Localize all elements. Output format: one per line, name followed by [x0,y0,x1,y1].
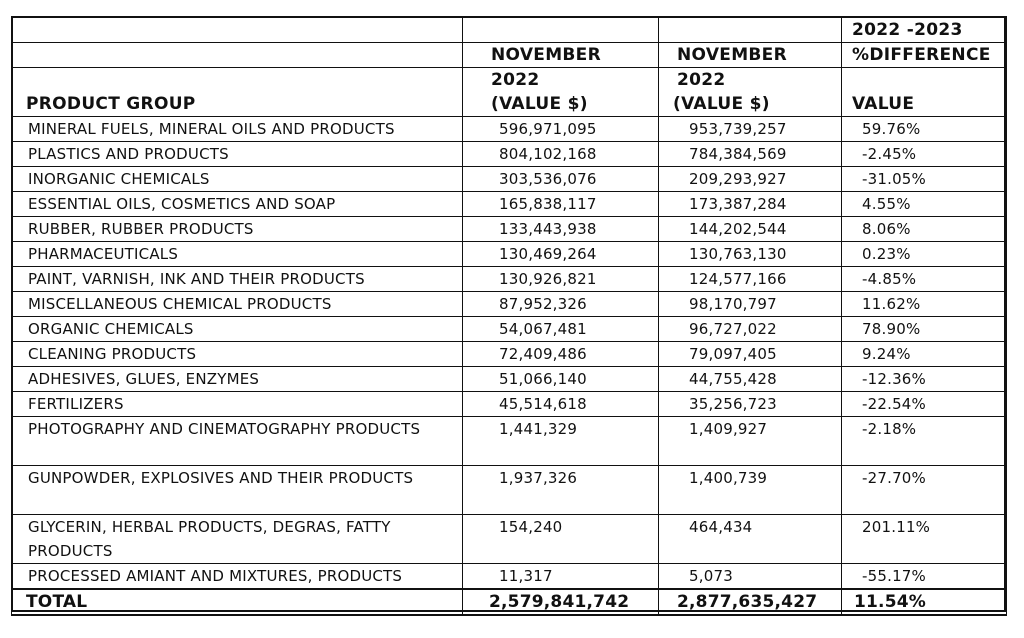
total-2022: 2,579,841,742 [463,589,659,615]
header-empty [463,17,659,43]
product-group-cell: PAINT, VARNISH, INK AND THEIR PRODUCTS [12,267,463,292]
header-empty [12,17,463,43]
product-group-cell: ESSENTIAL OILS, COSMETICS AND SOAP [12,192,463,217]
table-row [12,317,1007,342]
table-row [12,192,1007,217]
pct-difference-cell: -12.36% [842,367,1007,392]
trade-table [11,16,1007,616]
product-group-cell: RUBBER, RUBBER PRODUCTS [12,217,463,242]
value-2022-cell: 72,409,486 [463,342,659,367]
pct-difference-cell: 4.55% [842,192,1007,217]
header-empty [12,68,463,93]
table-row [12,367,1007,392]
product-group-cell: GUNPOWDER, EXPLOSIVES AND THEIR PRODUCTS [12,466,463,515]
header-empty [842,68,1007,93]
product-group-cell: CLEANING PRODUCTS [12,342,463,367]
pct-difference-cell: -2.18% [842,417,1007,466]
value-2023-cell: 5,073 [659,564,842,590]
pct-difference-cell: -27.70% [842,466,1007,515]
value-2022-cell: 130,926,821 [463,267,659,292]
table-row [12,217,1007,242]
pct-difference-cell: 59.76% [842,117,1007,142]
total-pct-difference: 11.54% [842,589,1007,615]
header-year-col3: 2022 [659,68,842,93]
header-month-2023: NOVEMBER [659,43,842,68]
table-row [12,267,1007,292]
value-2022-cell: 130,469,264 [463,242,659,267]
product-group-cell: ADHESIVES, GLUES, ENZYMES [12,367,463,392]
table-row [12,292,1007,317]
value-2023-cell: 35,256,723 [659,392,842,417]
header-empty [659,17,842,43]
header-product-group: PRODUCT GROUP [12,92,463,117]
value-2022-cell: 87,952,326 [463,292,659,317]
pct-difference-cell: 78.90% [842,317,1007,342]
value-2023-cell: 130,763,130 [659,242,842,267]
value-2023-cell: 124,577,166 [659,267,842,292]
value-2022-cell: 804,102,168 [463,142,659,167]
header-month-2022: NOVEMBER [463,43,659,68]
header-row-4 [12,92,1007,117]
value-2023-cell: 784,384,569 [659,142,842,167]
table-row [12,342,1007,367]
total-label: TOTAL [12,589,463,615]
value-2023-cell: 953,739,257 [659,117,842,142]
value-2022-cell: 54,067,481 [463,317,659,342]
product-group-cell: INORGANIC CHEMICALS [12,167,463,192]
total-row [12,589,1007,615]
value-2023-cell: 44,755,428 [659,367,842,392]
pct-difference-cell: -2.45% [842,142,1007,167]
product-group-cell: MINERAL FUELS, MINERAL OILS AND PRODUCTS [12,117,463,142]
pct-difference-cell: -4.85% [842,267,1007,292]
header-value-col2: (VALUE $) [463,92,659,117]
pct-difference-cell: -55.17% [842,564,1007,590]
header-period: 2022 -2023 [842,17,1007,43]
table-row [12,142,1007,167]
product-group-cell: PLASTICS AND PRODUCTS [12,142,463,167]
product-group-cell: PHOTOGRAPHY AND CINEMATOGRAPHY PRODUCTS [12,417,463,466]
value-2023-cell: 1,400,739 [659,466,842,515]
pct-difference-cell: 9.24% [842,342,1007,367]
value-2023-cell: 464,434 [659,515,842,564]
table-row [12,167,1007,192]
pct-difference-cell: 8.06% [842,217,1007,242]
pct-difference-cell: 11.62% [842,292,1007,317]
header-row-1 [12,17,1007,43]
header-row-2 [12,43,1007,68]
value-2023-cell: 1,409,927 [659,417,842,466]
table-row [12,515,1007,564]
header-year-col2: 2022 [463,68,659,93]
table-row [12,242,1007,267]
pct-difference-cell: -31.05% [842,167,1007,192]
product-group-cell: MISCELLANEOUS CHEMICAL PRODUCTS [12,292,463,317]
value-2022-cell: 165,838,117 [463,192,659,217]
value-2023-cell: 79,097,405 [659,342,842,367]
value-2023-cell: 98,170,797 [659,292,842,317]
table-row [12,417,1007,466]
header-value-col4: VALUE [842,92,1007,117]
value-2022-cell: 11,317 [463,564,659,590]
value-2022-cell: 1,441,329 [463,417,659,466]
value-2023-cell: 209,293,927 [659,167,842,192]
product-group-cell: PHARMACEUTICALS [12,242,463,267]
value-2022-cell: 51,066,140 [463,367,659,392]
product-group-cell: ORGANIC CHEMICALS [12,317,463,342]
value-2022-cell: 596,971,095 [463,117,659,142]
pct-difference-cell: 0.23% [842,242,1007,267]
table-row [12,466,1007,515]
table-row [12,117,1007,142]
header-empty [12,43,463,68]
value-2022-cell: 45,514,618 [463,392,659,417]
pct-difference-cell: 201.11% [842,515,1007,564]
product-group-cell: FERTILIZERS [12,392,463,417]
total-2023: 2,877,635,427 [659,589,842,615]
table-row [12,564,1007,590]
header-value-col3: (VALUE $) [659,92,842,117]
value-2022-cell: 133,443,938 [463,217,659,242]
value-2023-cell: 173,387,284 [659,192,842,217]
value-2023-cell: 96,727,022 [659,317,842,342]
value-2023-cell: 144,202,544 [659,217,842,242]
table-row [12,392,1007,417]
pct-difference-cell: -22.54% [842,392,1007,417]
header-row-3 [12,68,1007,93]
product-group-cell: GLYCERIN, HERBAL PRODUCTS, DEGRAS, FATTY PRODUCTS [12,515,463,564]
value-2022-cell: 154,240 [463,515,659,564]
product-group-cell: PROCESSED AMIANT AND MIXTURES, PRODUCTS [12,564,463,590]
value-2022-cell: 1,937,326 [463,466,659,515]
value-2022-cell: 303,536,076 [463,167,659,192]
header-pct-difference: %DIFFERENCE [842,43,1007,68]
